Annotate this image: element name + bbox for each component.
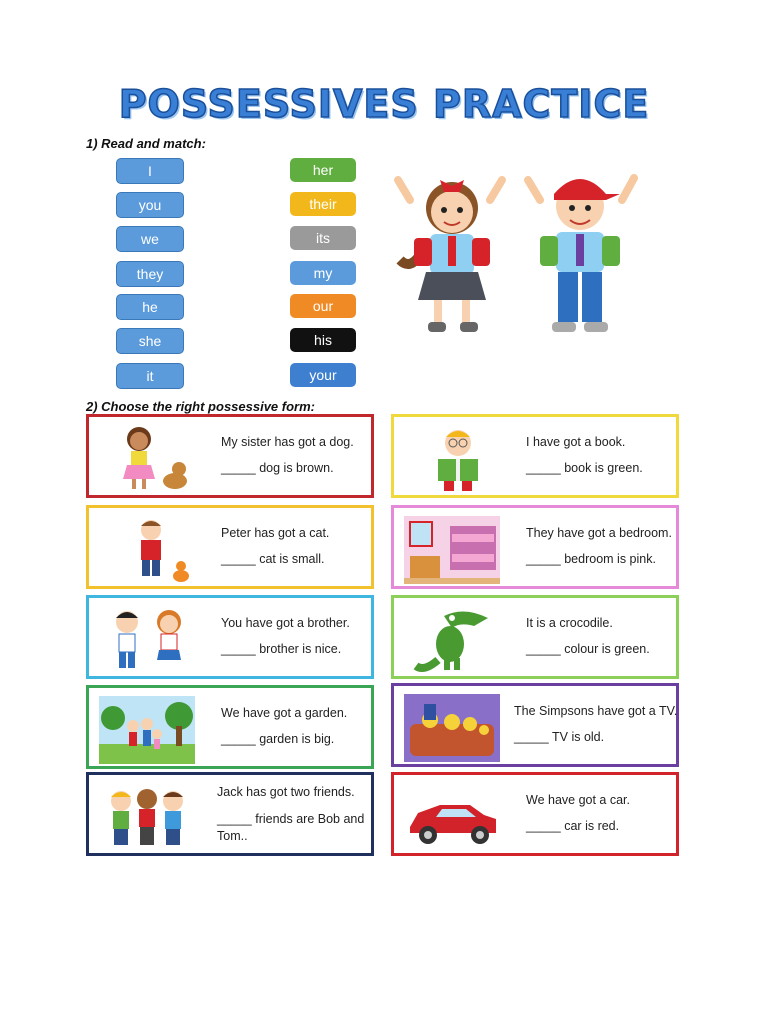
possessive-pill[interactable]: his (290, 328, 356, 352)
possessive-pill[interactable]: their (290, 192, 356, 216)
boy-and-girl-icon (99, 606, 195, 674)
card-sentence: We have got a car. (526, 793, 630, 807)
page-title: POSSESSIVES PRACTICE (118, 82, 650, 126)
three-boys-icon (99, 783, 195, 851)
card-blank-sentence[interactable]: _____ bedroom is pink. (526, 552, 656, 566)
exercise-card (86, 595, 374, 679)
boy-figure (528, 178, 634, 332)
card-sentence: You have got a brother. (221, 616, 350, 630)
card-blank-sentence[interactable]: _____ brother is nice. (221, 642, 342, 656)
kids-illustration (390, 160, 652, 340)
card-blank-sentence[interactable]: _____ book is green. (526, 461, 643, 475)
bedroom-icon (404, 516, 500, 584)
possessive-pill[interactable]: your (290, 363, 356, 387)
possessive-pill[interactable]: its (290, 226, 356, 250)
possessive-pill[interactable]: our (290, 294, 356, 318)
card-sentence: They have got a bedroom. (526, 526, 672, 540)
exercise-card (391, 683, 679, 767)
card-blank-sentence[interactable]: _____ dog is brown. (221, 461, 334, 475)
boy-reading-icon (404, 425, 500, 493)
card-sentence: It is a crocodile. (526, 616, 613, 630)
subject-pill[interactable]: you (116, 192, 184, 218)
card-sentence: We have got a garden. (221, 706, 348, 720)
exercise-card (391, 772, 679, 856)
subject-pill[interactable]: I (116, 158, 184, 184)
crocodile-icon (404, 606, 500, 674)
possessive-pill[interactable]: her (290, 158, 356, 182)
card-blank-sentence[interactable]: _____ friends are Bob and Tom.. (217, 812, 365, 843)
girl-figure (398, 180, 502, 332)
simpsons-tv-icon (404, 694, 500, 762)
subject-pill[interactable]: we (116, 226, 184, 252)
card-blank-sentence[interactable]: _____ car is red. (526, 819, 620, 833)
boy-with-cat-icon (99, 516, 195, 584)
card-sentence: The Simpsons have got a TV. (514, 704, 678, 718)
card-blank-sentence[interactable]: _____ colour is green. (526, 642, 650, 656)
girl-with-dog-icon (99, 425, 195, 493)
exercise-card (391, 505, 679, 589)
subject-pill[interactable]: he (116, 294, 184, 320)
section1-label: 1) Read and match: (86, 136, 206, 151)
family-garden-icon (99, 696, 195, 764)
exercise-card (86, 772, 374, 856)
card-sentence: My sister has got a dog. (221, 435, 354, 449)
exercise-card (391, 414, 679, 498)
card-sentence: I have got a book. (526, 435, 626, 449)
subject-pill[interactable]: it (116, 363, 184, 389)
exercise-card (86, 505, 374, 589)
subject-pill[interactable]: she (116, 328, 184, 354)
card-blank-sentence[interactable]: _____ TV is old. (514, 730, 605, 744)
exercise-card (86, 414, 374, 498)
possessive-pill[interactable]: my (290, 261, 356, 285)
card-sentence: Jack has got two friends. (217, 785, 355, 799)
section2-label: 2) Choose the right possessive form: (86, 399, 315, 414)
subject-pill[interactable]: they (116, 261, 184, 287)
card-blank-sentence[interactable]: _____ garden is big. (221, 732, 335, 746)
exercise-card (86, 685, 374, 769)
card-blank-sentence[interactable]: _____ cat is small. (221, 552, 325, 566)
red-car-icon (404, 783, 500, 851)
card-sentence: Peter has got a cat. (221, 526, 330, 540)
exercise-card (391, 595, 679, 679)
